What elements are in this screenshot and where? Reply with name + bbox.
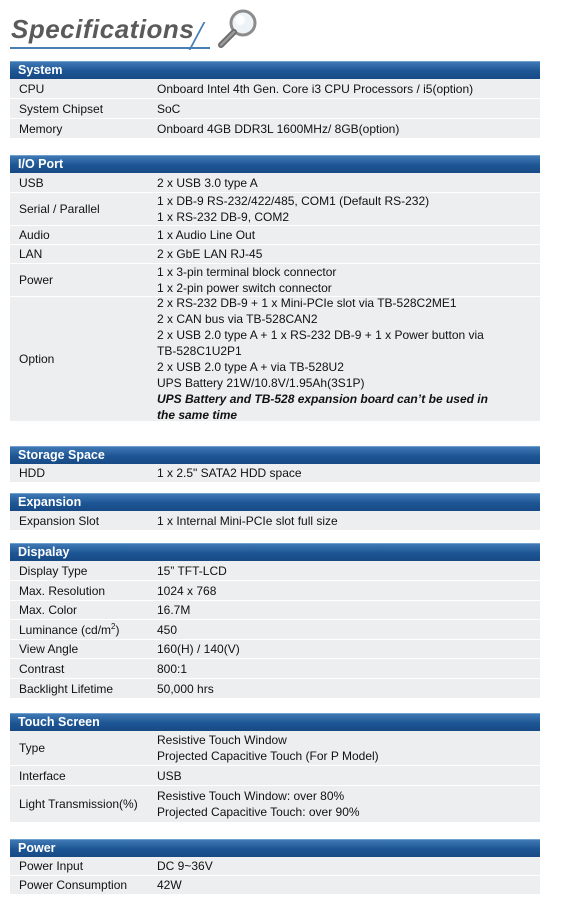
page-title: Specifications [11,14,195,44]
spec-label-text: Memory [19,121,63,136]
spec-value: 1 x 2.5" SATA2 HDD space [157,466,302,480]
spec-value: Onboard Intel 4th Gen. Core i3 CPU Processors / i5(option) [157,81,474,96]
spec-row [10,297,540,422]
spec-value: SoC [157,101,181,116]
spec-label [10,859,157,873]
spec-label [10,662,157,676]
spec-values [157,174,540,192]
spec-row [10,464,540,483]
spec-label-text: Audio [19,228,50,242]
spec-values [157,876,540,894]
section-dispalay [10,543,540,699]
section-touch-screen [10,713,540,823]
spec-label [10,102,157,116]
section-header: Storage Space [10,446,540,464]
spec-values [157,245,540,263]
spec-row [10,173,540,193]
spec-value: 2 x GbE LAN RJ-45 [157,247,263,261]
section-header: Power [10,839,540,857]
spec-value: 1 x 2-pin power switch connector [157,281,332,295]
spec-value: 2 x USB 3.0 type A [157,175,258,190]
spec-label [10,228,157,242]
spec-label [10,642,157,656]
spec-label [10,466,157,480]
spec-label-text: USB [19,175,44,190]
section-storage-space [10,446,540,483]
spec-label-text: Backlight Lifetime [19,681,114,696]
spec-value: Resistive Touch Window [157,733,287,747]
spec-label-text: View Angle [19,642,79,656]
spec-label-text: Max. Resolution [19,583,106,598]
spec-row [10,857,540,876]
section-header: Expansion [10,493,540,511]
spec-value: TB-528C1U2P1 [157,344,242,358]
spec-value: 2 x USB 2.0 type A + 1 x RS-232 DB-9 + 1 x Power button via [157,328,484,342]
spec-label [10,247,157,261]
spec-label-text: Display Type [19,563,88,578]
spec-values [157,680,540,698]
spec-values [157,582,540,600]
spec-label-text: Interface [19,768,66,783]
spec-values [157,263,540,297]
spec-value: 450 [157,622,178,637]
spec-values [157,512,540,530]
spec-values [157,640,540,658]
spec-value: Onboard 4GB DDR3L 1600MHz/ 8GB(option) [157,121,400,136]
spec-label [10,682,157,696]
spec-label-text: Power Input [19,859,84,873]
spec-row [10,193,540,226]
spec-value: 1 x Audio Line Out [157,228,256,242]
spec-values [157,464,540,482]
spec-label [10,584,157,598]
spec-label [10,603,157,617]
spec-value: 50,000 hrs [157,681,214,696]
spec-values [157,80,540,98]
spec-value: 1 x 3-pin terminal block connector [157,265,337,279]
spec-row [10,581,540,601]
spec-row [10,786,540,823]
spec-values [157,226,540,244]
spec-label-text: Serial / Parallel [19,202,100,216]
spec-row [10,766,540,786]
spec-values [157,660,540,678]
spec-value: 160(H) / 140(V) [157,642,240,656]
spec-row [10,511,540,531]
spec-values [157,601,540,619]
spec-label [10,202,157,216]
spec-label-text: Type [19,741,46,755]
spec-label-superscript: 2 [111,621,116,631]
spec-row [10,731,540,766]
spec-values [157,120,540,138]
section-expansion [10,493,540,531]
spec-label-text: LAN [19,247,43,261]
section-header: Touch Screen [10,713,540,731]
spec-values [157,192,540,226]
spec-label-text: System Chipset [19,101,104,116]
magnifier-icon [213,5,265,53]
section-system [10,61,540,139]
spec-row [10,561,540,581]
spec-values [157,767,540,785]
spec-label [10,564,157,578]
spec-value: 1 x Internal Mini-PCIe slot full size [157,513,338,528]
spec-value: 1 x RS-232 DB-9, COM2 [157,210,290,224]
spec-label-text: Option [19,352,55,366]
spec-label-text: Expansion Slot [19,513,100,528]
spec-values [157,731,540,765]
spec-value: Projected Capacitive Touch: over 90% [157,805,360,819]
spec-value: 42W [157,878,182,892]
section-header: Dispalay [10,543,540,561]
spec-label [10,82,157,96]
spec-label [10,122,157,136]
spec-label-text: Power Consumption [19,878,128,892]
spec-value: USB [157,768,182,783]
title-underline [10,47,210,49]
spec-label [10,273,157,287]
spec-values [157,857,540,875]
spec-value: UPS Battery 21W/10.8V/1.95Ah(3S1P) [157,376,365,390]
spec-note: the same time [157,408,238,422]
spec-row [10,119,540,139]
spec-label-tail: ) [115,622,120,637]
spec-label-text: Contrast [19,661,65,676]
spec-label [10,623,157,637]
spec-row [10,245,540,264]
spec-value: Resistive Touch Window: over 80% [157,789,345,803]
spec-row [10,876,540,895]
spec-value: 2 x USB 2.0 type A + via TB-528U2 [157,360,344,374]
spec-value: 15” TFT-LCD [157,563,227,578]
spec-row [10,659,540,679]
spec-value: 2 x RS-232 DB-9 + 1 x Mini-PCIe slot via TB-528C2ME1 [157,296,457,310]
spec-label [10,741,157,755]
spec-value: 1024 x 768 [157,583,217,598]
spec-value: 2 x CAN bus via TB-528CAN2 [157,312,318,326]
spec-label [10,514,157,528]
spec-value: Projected Capacitive Touch (For P Model) [157,749,379,763]
spec-value: 1 x DB-9 RS-232/422/485, COM1 (Default RS-232) [157,194,430,208]
spec-label-text: Light Transmission(%) [19,797,138,811]
spec-values [157,562,540,580]
spec-row [10,601,540,620]
section-power [10,839,540,895]
spec-values [157,787,540,821]
spec-label-text: Power [19,273,54,287]
spec-label [10,176,157,190]
spec-label-text: HDD [19,466,45,480]
spec-value: 16.7M [157,603,191,617]
spec-row [10,620,540,640]
spec-row [10,99,540,119]
spec-row [10,79,540,99]
spec-label [10,769,157,783]
spec-values [157,294,540,424]
spec-row [10,226,540,245]
page-header [0,0,561,62]
section-i-o-port [10,155,540,422]
spec-row [10,640,540,659]
spec-values [157,100,540,118]
spec-label-text: Luminance (cd/m [19,622,112,637]
spec-row [10,264,540,297]
spec-value: DC 9~36V [157,859,213,873]
spec-label [10,352,157,366]
spec-value: 800:1 [157,661,188,676]
spec-label-text: Max. Color [19,603,78,617]
spec-label-text: CPU [19,81,45,96]
spec-values [157,621,540,639]
section-header: System [10,61,540,79]
spec-label [10,878,157,892]
spec-label [10,797,157,811]
spec-row [10,679,540,699]
spec-note: UPS Battery and TB-528 expansion board can’t be used in [157,392,488,406]
section-header: I/O Port [10,155,540,173]
